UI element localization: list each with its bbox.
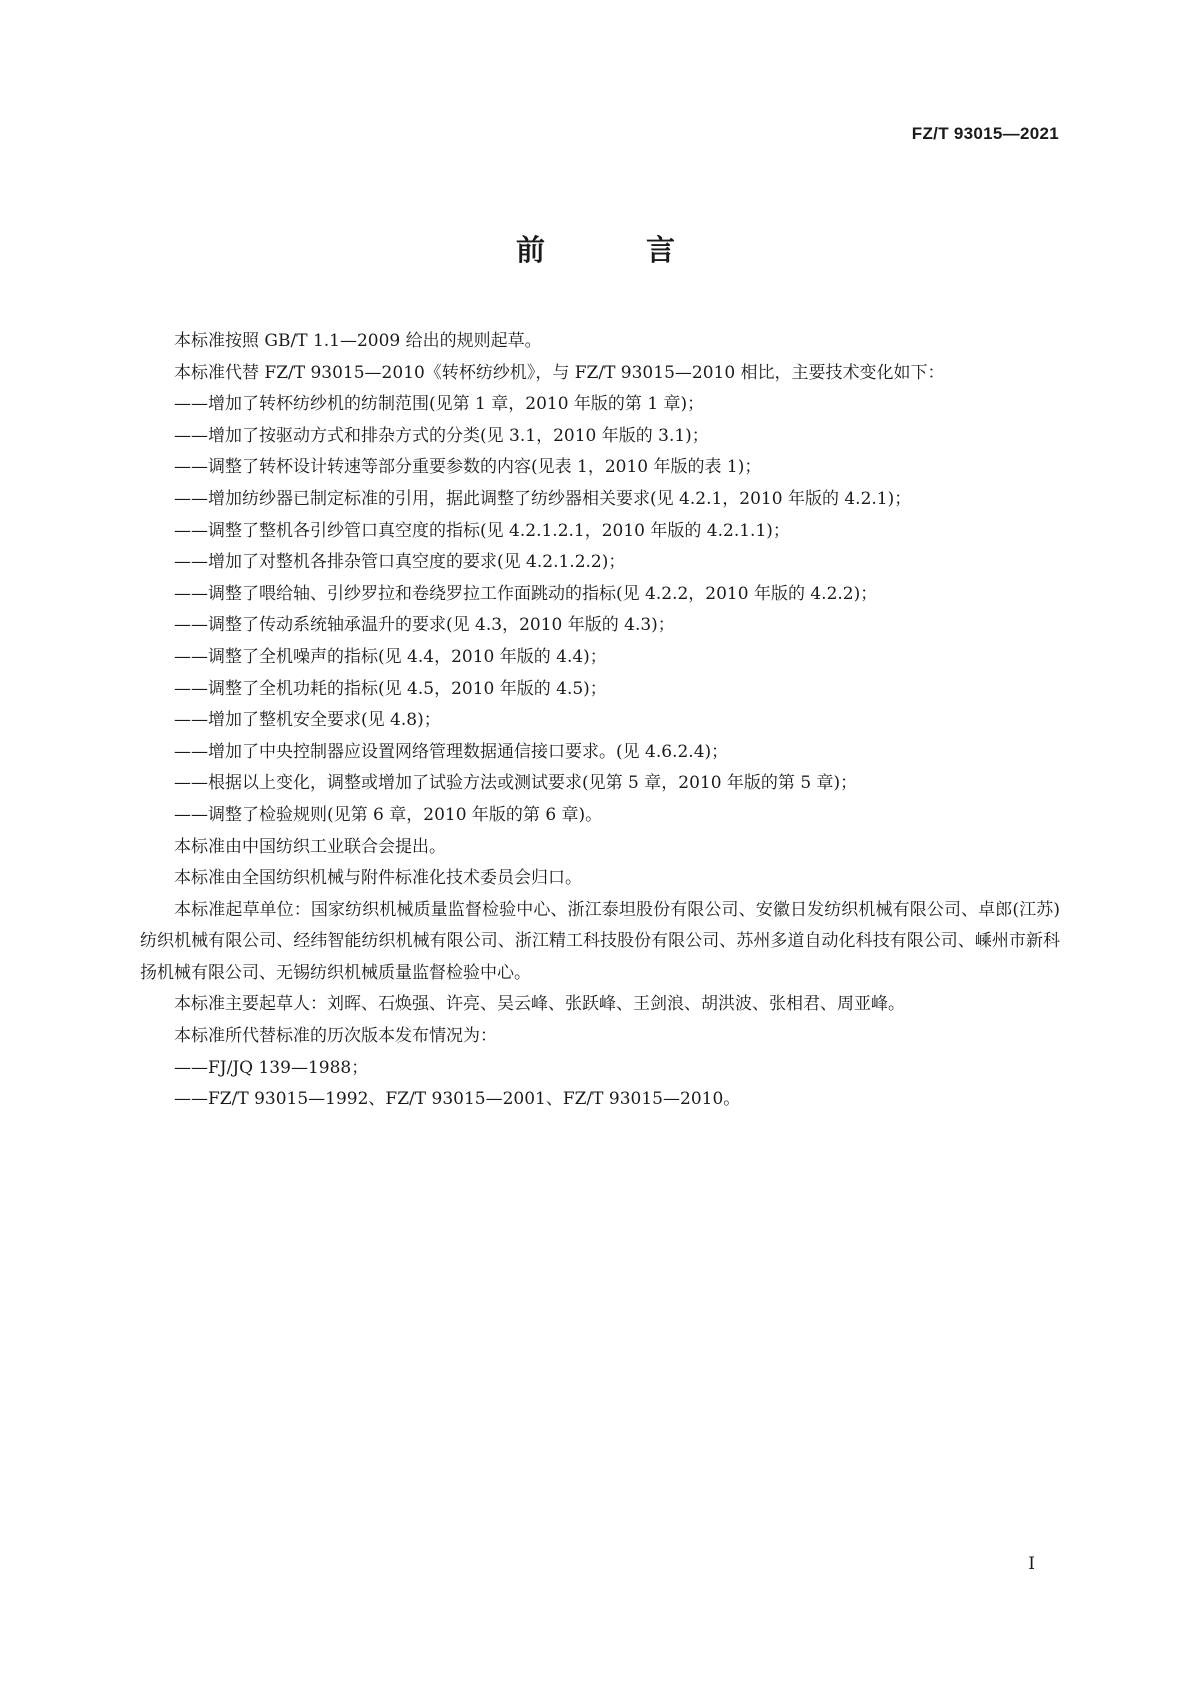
history-item: ——FZ/T 93015—1992、FZ/T 93015—2001、FZ/T 93015—2010。 xyxy=(174,1089,741,1110)
change-item: ——根据以上变化，调整或增加了试验方法或测试要求(见第 5 章，2010 年版的第 5 章)； xyxy=(174,773,858,794)
page-title: 前 言 xyxy=(515,233,711,267)
change-item: ——调整了检验规则(见第 6 章，2010 年版的第 6 章)。 xyxy=(174,804,603,825)
paragraph-replacement: 本标准代替 FZ/T 93015—2010《转杯纺纱机》，与 FZ/T 93015—2010 相比，主要技术变化如下： xyxy=(174,362,945,383)
change-item: ——增加了按驱动方式和排杂方式的分类(见 3.1，2010 年版的 3.1)； xyxy=(174,425,709,446)
history-item: ——FJ/JQ 139—1988； xyxy=(174,1057,369,1078)
paragraph-proposer: 本标准由中国纺织工业联合会提出。 xyxy=(174,836,446,857)
paragraph-drafting-rules: 本标准按照 GB/T 1.1—2009 给出的规则起草。 xyxy=(174,331,542,351)
change-item: ——调整了全机噪声的指标(见 4.4，2010 年版的 4.4)； xyxy=(174,646,607,667)
paragraph-committee: 本标准由全国纺织机械与附件标准化技术委员会归口。 xyxy=(174,868,582,889)
history-list xyxy=(140,1053,1060,1116)
change-item: ——增加了中央控制器应设置网络管理数据通信接口要求。(见 4.6.2.4)； xyxy=(174,741,729,762)
change-item: ——调整了转杯设计转速等部分重要参数的内容(见表 1，2010 年版的表 1)； xyxy=(174,457,762,478)
page-number: I xyxy=(1028,1554,1035,1574)
change-item: ——增加了整机安全要求(见 4.8)； xyxy=(174,710,441,731)
change-item: ——调整了整机各引纱管口真空度的指标(见 4.2.1.2.1，2010 年版的 4.2.1.1)； xyxy=(174,520,790,541)
change-item: ——增加了对整机各排杂管口真空度的要求(见 4.2.1.2.2)； xyxy=(174,552,626,573)
changes-list xyxy=(140,389,1060,831)
document-code: FZ/T 93015—2021 xyxy=(911,124,1059,143)
paragraph-drafters: 本标准主要起草人：刘晖、石焕强、许亮、吴云峰、张跃峰、王剑浪、胡洪波、张相君、周亚峰。 xyxy=(174,994,905,1015)
change-item: ——调整了传动系统轴承温升的要求(见 4.3，2010 年版的 4.3)； xyxy=(174,615,675,636)
change-item: ——调整了喂给轴、引纱罗拉和卷绕罗拉工作面跳动的指标(见 4.2.2，2010 年版的 4.2.2)； xyxy=(174,583,878,604)
change-item: ——调整了全机功耗的指标(见 4.5，2010 年版的 4.5)； xyxy=(174,678,607,699)
change-item: ——增加纺纱器已制定标准的引用，据此调整了纺纱器相关要求(见 4.2.1，2010 年版的 4.2.1)； xyxy=(174,488,912,509)
paragraph-drafting-units: 本标准起草单位：国家纺织机械质量监督检验中心、浙江泰坦股份有限公司、安徽日发纺织机械有限公司、卓郎(江苏)纺织机械有限公司、经纬智能纺织机械有限公司、浙江精工科技股份有限公司、苏州多道自动化科技有限公司、嵊州市新科扬机械有限公司、无锡纺织机械质量监督检验中心。 xyxy=(140,899,1060,983)
paragraph-history-intro: 本标准所代替标准的历次版本发布情况为： xyxy=(174,1026,497,1047)
document-body xyxy=(140,326,1060,1116)
change-item: ——增加了转杯纺纱机的纺制范围(见第 1 章，2010 年版的第 1 章)； xyxy=(174,394,705,415)
